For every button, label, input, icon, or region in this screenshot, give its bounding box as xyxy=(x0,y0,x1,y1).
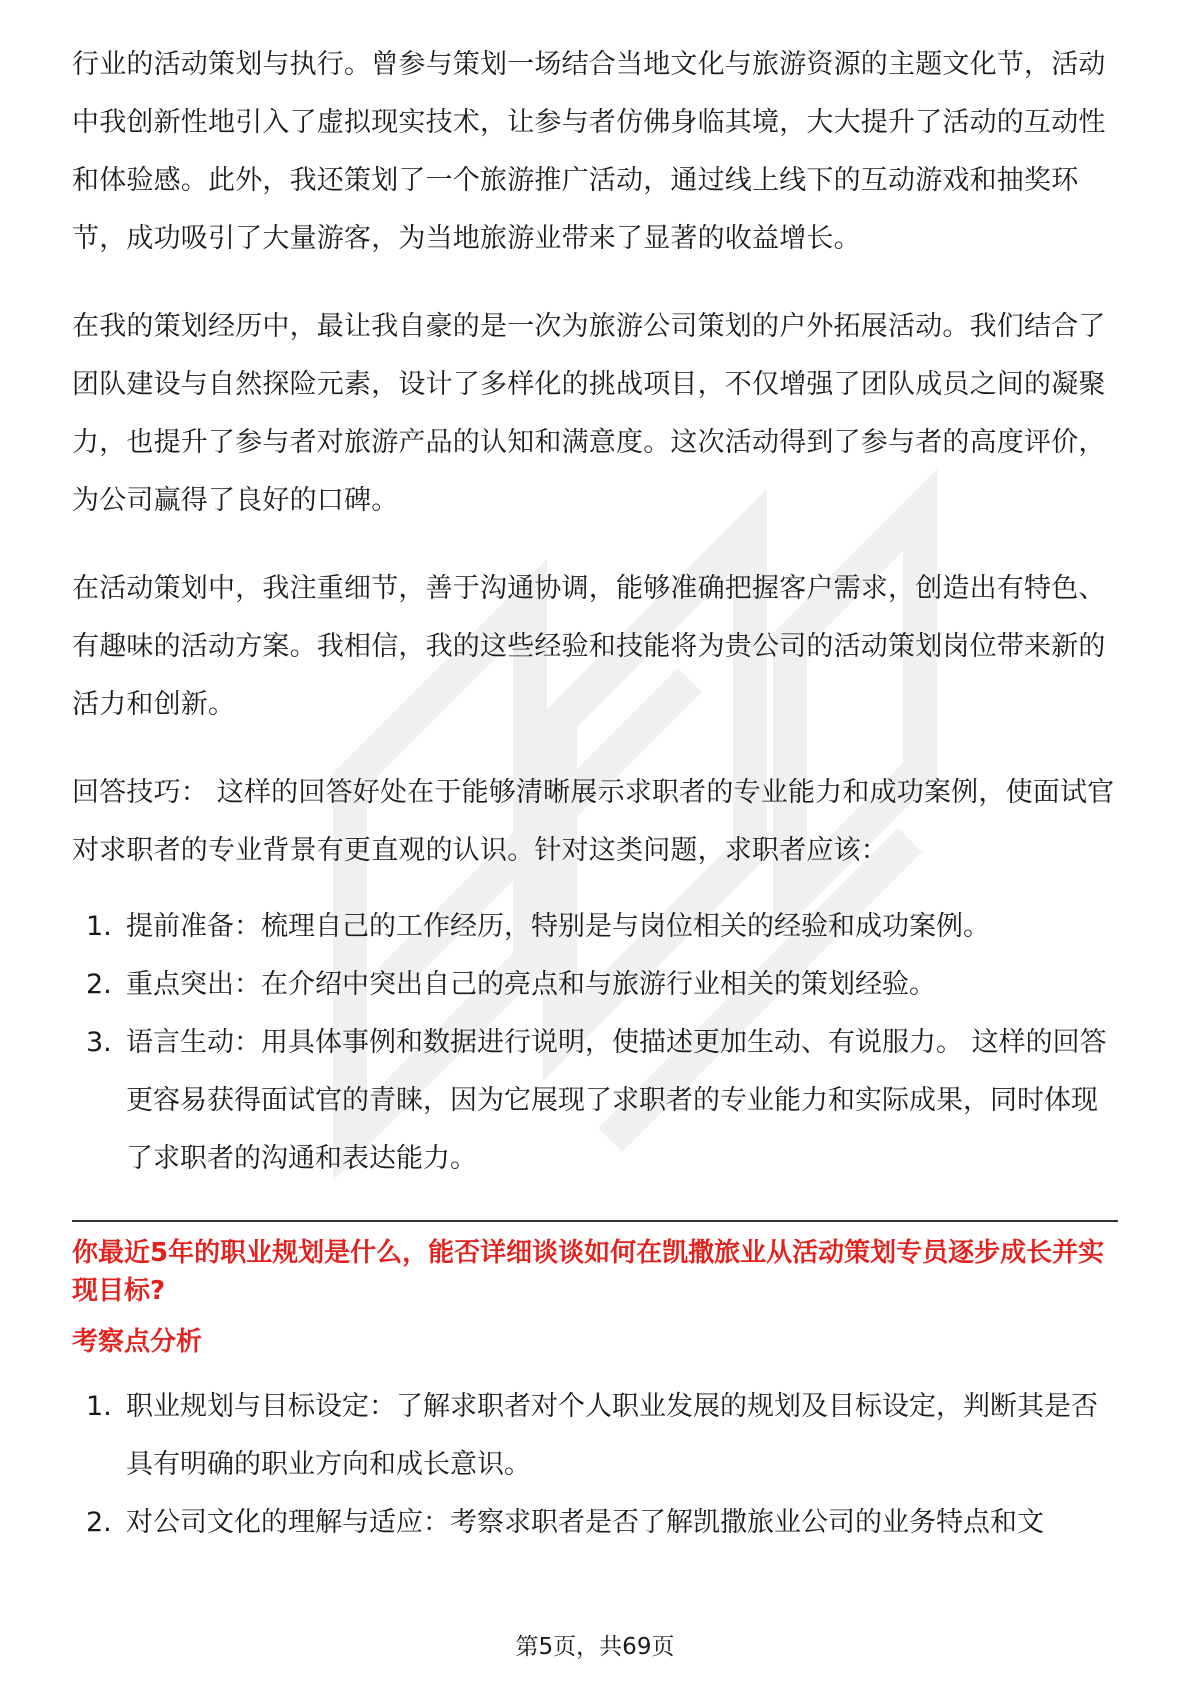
page-number: 第5页，共69页 xyxy=(515,1634,675,1660)
list-item: 2. 对公司文化的理解与适应：考察求职者是否了解凯撒旅业公司的业务特点和文 xyxy=(86,1507,1044,1538)
tips-list xyxy=(72,898,1118,1188)
analysis-heading: 考察点分析 xyxy=(72,1327,203,1357)
list-item: 2. 重点突出：在介绍中突出自己的亮点和与旅游行业相关的策划经验。 xyxy=(86,969,936,1000)
list-item: 1. 提前准备：梳理自己的工作经历，特别是与岗位相关的经验和成功案例。 xyxy=(86,911,990,942)
analysis-list xyxy=(72,1378,1118,1552)
paragraph-proudest-project: 在我的策划经历中，最让我自豪的是一次为旅游公司策划的户外拓展活动。我们结合了团队建设与自然探险元素，设计了多样化的挑战项目，不仅增强了团队成员之间的凝聚力，也提升了参与者对旅游产品的认知和满意度。这次活动得到了参与者的高度评价，为公司赢得了良好的口碑。 xyxy=(72,311,1106,516)
paragraph-strengths: 在活动策划中，我注重细节，善于沟通协调，能够准确把握客户需求，创造出有特色、有趣味的活动方案。我相信，我的这些经验和技能将为贵公司的活动策划岗位带来新的活力和创新。 xyxy=(72,573,1106,720)
list-item: 3. 语言生动：用具体事例和数据进行说明，使描述更加生动、有说服力。 这样的回答更容易获得面试官的青睐，因为它展现了求职者的专业能力和实际成果，同时体现了求职者的沟通和表达能力。 xyxy=(86,1027,1107,1174)
paragraph-answer-tips: 回答技巧： 这样的回答好处在于能够清晰展示求职者的专业能力和成功案例，使面试官对求职者的专业背景有更直观的认识。针对这类问题，求职者应该： xyxy=(72,777,1115,866)
section-divider xyxy=(72,1220,1118,1222)
list-item: 1. 职业规划与目标设定：了解求职者对个人职业发展的规划及目标设定，判断其是否具有明确的职业方向和成长意识。 xyxy=(86,1391,1098,1480)
question-heading: 你最近5年的职业规划是什么，能否详细谈谈如何在凯撒旅业从活动策划专员逐步成长并实现目标? xyxy=(72,1238,1105,1306)
document-body xyxy=(72,36,1118,1552)
paragraph-experience: 行业的活动策划与执行。曾参与策划一场结合当地文化与旅游资源的主题文化节，活动中我创新性地引入了虚拟现实技术，让参与者仿佛身临其境，大大提升了活动的互动性和体验感。此外，我还策划了一个旅游推广活动，通过线上线下的互动游戏和抽奖环节，成功吸引了大量游客，为当地旅游业带来了显著的收益增长。 xyxy=(72,49,1106,254)
